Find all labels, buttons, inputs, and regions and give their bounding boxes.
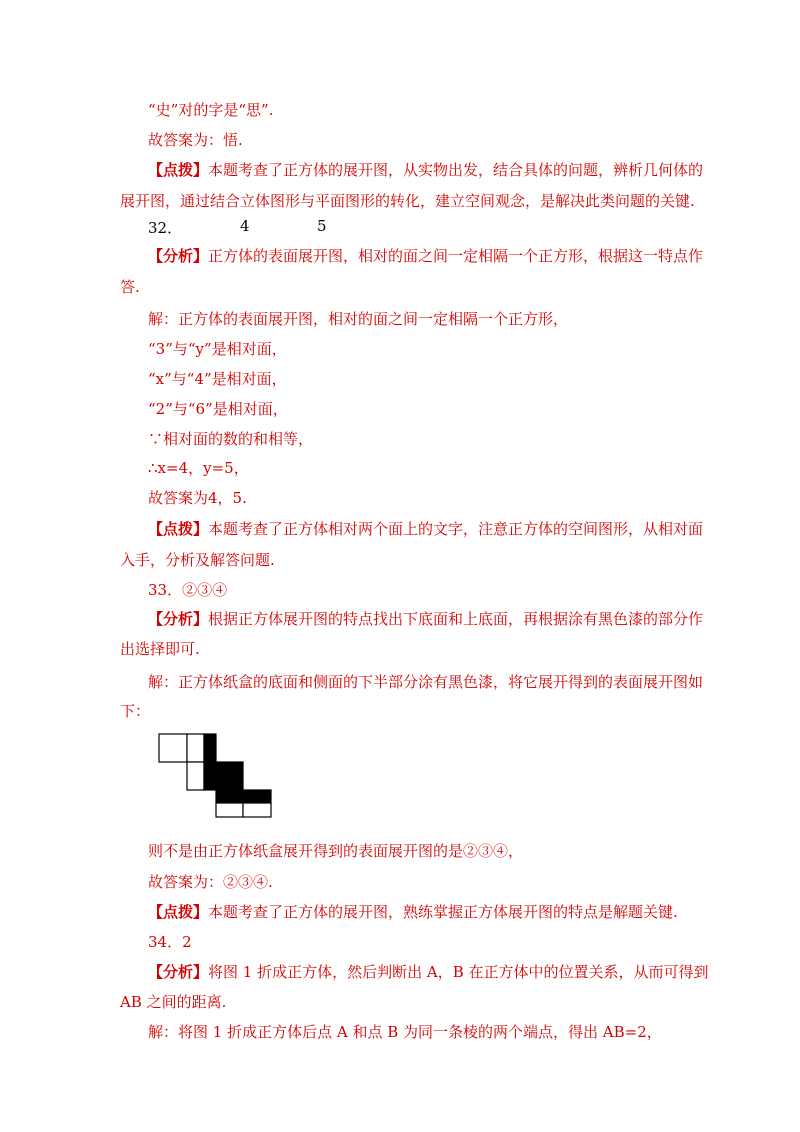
text-line: 下： <box>120 702 151 720</box>
text-line: 入手，分析及解答问题. <box>120 551 275 569</box>
section-tag: 【分析】 <box>148 247 209 265</box>
text-line: 展开图，通过结合立体图形与平面图形的转化，建立空间观念，是解决此类问题的关键. <box>120 192 695 210</box>
answer-value: 4 <box>240 217 250 235</box>
cube-net-figure <box>158 733 274 819</box>
net-face-black <box>204 734 216 762</box>
answer-value: 5 <box>317 217 327 235</box>
text-line: 故答案为：悟. <box>148 131 243 149</box>
question-number: 32． <box>148 219 183 237</box>
net-face <box>159 734 187 762</box>
text-line: 故答案为：②③④. <box>148 873 273 891</box>
text-line: 解：正方体纸盒的底面和侧面的下半部分涂有黑色漆，将它展开得到的表面展开图如 <box>148 673 704 691</box>
net-face <box>187 734 204 762</box>
text-line: AB 之间的距离. <box>120 993 227 1011</box>
section-tag: 【点拨】 <box>148 520 209 538</box>
text-line: 【点拨】本题考查了正方体相对两个面上的文字，注意正方体的空间图形，从相对面 <box>148 520 704 538</box>
net-face-black <box>243 790 271 803</box>
text-line: “3”与“y”是相对面， <box>148 340 287 358</box>
text-line: “x”与“4”是相对面， <box>148 370 287 388</box>
net-face <box>187 762 204 790</box>
section-tag: 【分析】 <box>148 963 209 981</box>
text-line: ∴x=4，y=5， <box>148 459 249 477</box>
text-line: 【分析】正方体的表面展开图，相对的面之间一定相隔一个正方形，根据这一特点作 <box>148 247 704 265</box>
text-line: 【分析】将图 1 折成正方体，然后判断出 A，B 在正方体中的位置关系，从而可得到 <box>148 963 709 981</box>
net-face-black <box>204 762 243 790</box>
question-number: 33．②③④ <box>148 581 228 599</box>
text-line: 【分析】根据正方体展开图的特点找出下底面和上底面，再根据涂有黑色漆的部分作 <box>148 610 704 628</box>
text-line: “2”与“6”是相对面， <box>148 400 288 418</box>
net-face <box>216 803 243 817</box>
section-tag: 【点拨】 <box>148 161 209 179</box>
net-face <box>243 803 271 817</box>
text-line: 【点拨】本题考查了正方体的展开图，熟练掌握正方体展开图的特点是解题关键. <box>148 903 678 921</box>
section-tag: 【分析】 <box>148 610 209 628</box>
text-line: 【点拨】本题考查了正方体的展开图，从实物出发，结合具体的问题，辨析几何体的 <box>148 161 704 179</box>
text-line: 解：正方体的表面展开图，相对的面之间一定相隔一个正方形， <box>148 310 569 328</box>
net-face-black <box>216 790 243 803</box>
text-line: ∵相对面的数的和相等， <box>148 430 314 448</box>
section-tag: 【点拨】 <box>148 903 209 921</box>
text-line: 出选择即可. <box>120 640 200 658</box>
text-line: “史”对的字是“思”. <box>148 101 274 119</box>
text-line: 故答案为4，5. <box>148 489 247 507</box>
text-line: 则不是由正方体纸盒展开得到的表面展开图的是②③④， <box>148 842 524 860</box>
question-number: 34．2 <box>148 933 192 951</box>
text-line: 答. <box>120 278 140 296</box>
text-line: 解：将图 1 折成正方体后点 A 和点 B 为同一条棱的两个端点，得出 AB=2， <box>148 1023 662 1041</box>
